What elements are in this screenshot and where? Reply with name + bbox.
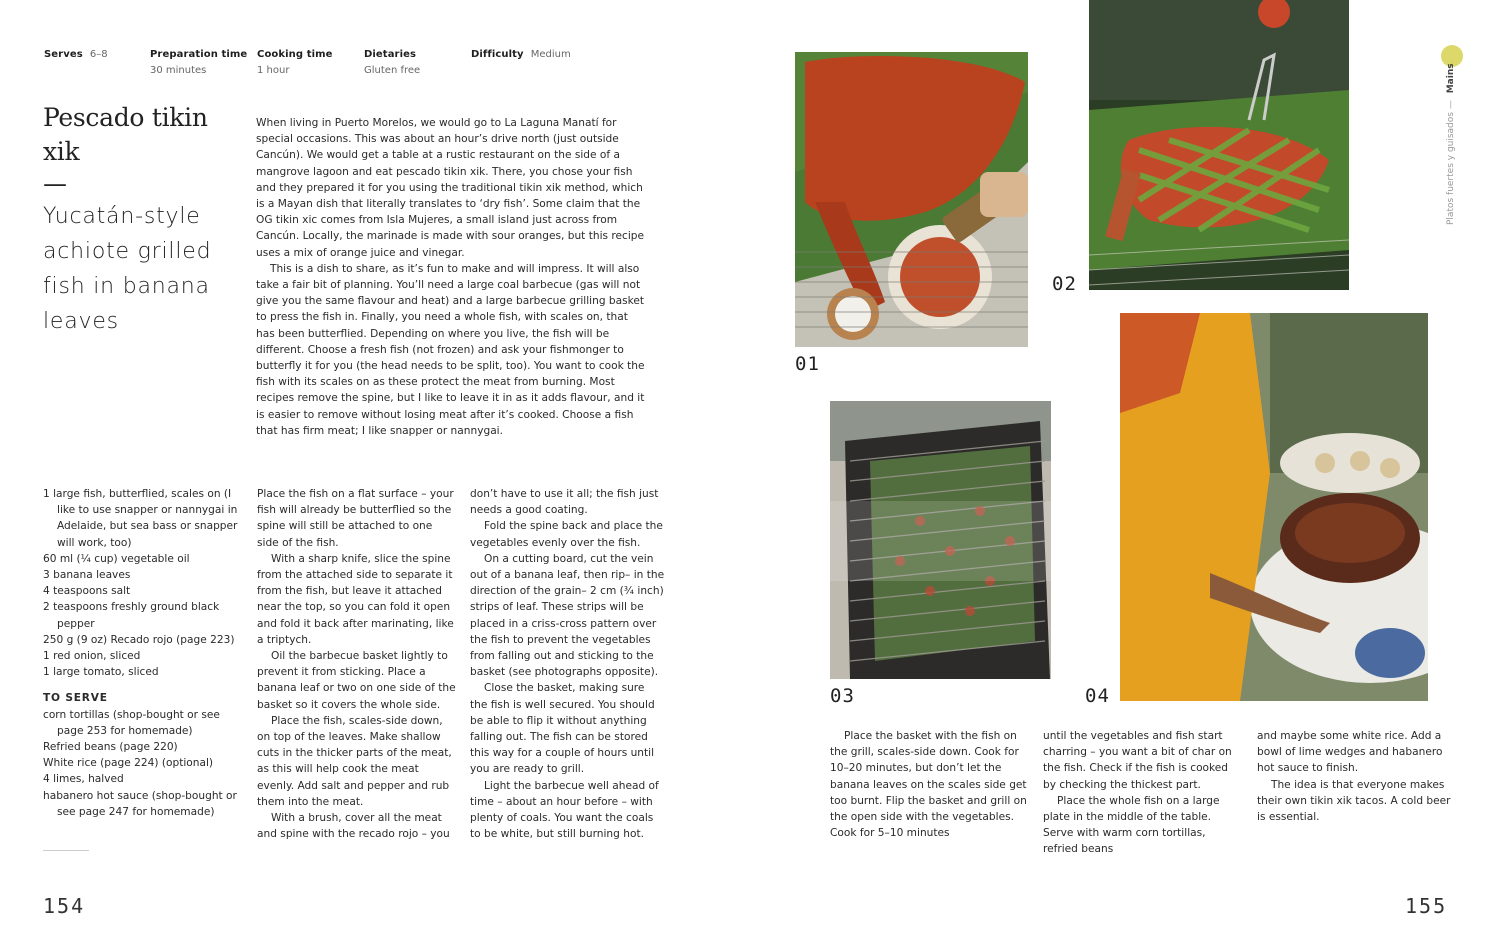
divider (43, 850, 89, 851)
photo-number-04: 04 (1085, 685, 1110, 707)
method-paragraph: The idea is that everyone makes their own tikin xik tacos. A cold beer is essential. (1257, 778, 1451, 824)
photo-01-image (795, 52, 1028, 347)
to-serve-heading: TO SERVE (43, 692, 108, 705)
method-paragraph: On a cutting board, cut the vein out of a banana leaf, then rip– in the direction of the grain– 2 cm (¾ inch) strips of leaf. These strips will be placed in a criss-cross pattern over the fish to prevent the vegetables from falling out and sticking to the basket (see photographs opposite). (470, 552, 665, 679)
method-paragraph: Oil the barbecue basket lightly to prevent it from sticking. Place a banana leaf or two on one side of the basket so it covers the whole side. (257, 650, 456, 711)
recipe-title (43, 101, 243, 339)
photo-04 (1120, 313, 1428, 701)
title-sub-line-1: Yucatán-style (43, 204, 201, 229)
photo-02-image (1089, 0, 1349, 290)
method-paragraph: Close the basket, making sure the fish is well secured. You should be able to flip it without anything falling out. The fish can be stored this way for a couple of hours until you are ready to grill. (470, 682, 655, 776)
prep-value: 30 minutes (150, 65, 207, 76)
ingredient-item: 1 large tomato, sliced (43, 666, 159, 679)
photo-number-02: 02 (1052, 273, 1077, 295)
diet-value: Gluten free (364, 65, 421, 76)
cook-value: 1 hour (257, 65, 290, 76)
meta-diet (364, 42, 420, 76)
section-name: Platos fuertes y guisados — (1446, 100, 1456, 225)
serves-value: 6–8 (89, 49, 108, 60)
method-column-5 (1257, 728, 1457, 825)
page-number-left: 154 (43, 894, 86, 918)
serve-item: habanero hot sauce (shop-bought or see page 247 for homemade) (43, 789, 237, 818)
photo-03 (830, 401, 1051, 679)
method-paragraph: and maybe some white rice. Add a bowl of lime wedges and habanero hot sauce to finish. (1257, 730, 1443, 775)
method-paragraph: With a sharp knife, slice the spine from the attached side to separate it from the fish, but leave it attached near the top, so you can fold it open and fold it back after marinating, like a triptych. (257, 552, 454, 646)
method-paragraph: Fold the spine back and place the vegetables evenly over the fish. (470, 520, 663, 549)
meta-prep (150, 42, 247, 76)
ingredient-item: 3 banana leaves (43, 569, 131, 582)
photo-01 (795, 52, 1028, 347)
title-sub-line-4: leaves (43, 309, 119, 334)
diet-label: Dietaries (364, 49, 417, 60)
method-paragraph: Place the fish on a flat surface – your fish will already be butterflied so the spine will still be attached to one side of the fish. (257, 488, 454, 549)
serve-item: 4 limes, halved (43, 773, 124, 786)
intro-paragraph: This is a dish to share, as it’s fun to make and will impress. It will also take a fair bit of planning. You’ll need a large coal barbecue (gas will not give you the same flavour and heat) and a large barbecue grilling basket to press the fish in. Finally, you need a whole fish, with scales on, that has been butterflied. Depending on where you live, the fish will be different. Choose a fresh fish (not frozen) and ask your fishmonger to butterfly it for you (the head needs to be split, too). You want to cook the fish with its scales on as these protect the meat from burning. Most recipes remove the spine, but I like to leave it in as it adds flavour, and it is easier to remove without losing meat after it’s cooked. Choose a fish that has firm meat; I like snapper or nannygai. (256, 262, 645, 437)
section-tab: Mains (1446, 63, 1456, 94)
serve-item: White rice (page 224) (optional) (43, 757, 214, 770)
method-column-2 (470, 486, 665, 842)
method-paragraph: Place the fish, scales-side down, on top of the leaves. Make shallow cuts in the thicker parts of the meat, as this will help cook the meat evenly. Add salt and pepper and rub them into the meat. (257, 714, 452, 808)
method-column-3 (830, 728, 1030, 841)
intro-paragraph: When living in Puerto Morelos, we would go to La Laguna Manatí for special occasions. This was about an hour’s drive north (just outside Cancún). We would get a table at a rustic restaurant on the side of a mangrove lagoon and eat pescado tikin xik. There, you chose your fish and they prepared it for you using the traditional tikin xik method, which is a Mayan dish that literally translates to ‘dry fish’. Some claim that the OG tikin xic comes from Isla Mujeres, a small island just across from Cancún. Locally, the marinade is made with sour oranges, but this recipe uses a mix of orange juice and vinegar. (256, 117, 645, 259)
method-paragraph: until the vegetables and fish start charring – you want a bit of char on the fish. Check if the fish is cooked by checking the thickest part. (1043, 730, 1232, 791)
title-sub-line-2: achiote grilled (43, 239, 212, 264)
page-number-right: 155 (1405, 894, 1448, 918)
method-paragraph: Place the basket with the fish on the grill, scales-side down. Cook for 10–20 minutes, but don’t let the banana leaves on the scales side get too burnt. Flip the basket and grill on the open side with the vegetables. Cook for 5–10 minutes (830, 730, 1027, 840)
serve-item: corn tortillas (shop-bought or see page 253 for homemade) (43, 708, 220, 737)
method-column-4 (1043, 728, 1243, 858)
photo-02 (1089, 0, 1349, 290)
title-dash: — (43, 170, 67, 198)
title-sub-line-3: fish in banana (43, 274, 210, 299)
difficulty-value: Medium (530, 49, 571, 60)
section-label (1446, 63, 1456, 225)
photo-number-03: 03 (830, 685, 855, 707)
serves-label: Serves (44, 49, 83, 60)
method-paragraph: Light the barbecue well ahead of time – about an hour before – with plenty of coals. You want the coals to be white, but still burning hot. (470, 779, 659, 841)
meta-serves (44, 42, 108, 61)
ingredient-item: 4 teaspoons salt (43, 585, 131, 598)
ingredient-item: 250 g (9 oz) Recado rojo (page 223) (43, 633, 235, 646)
ingredients-list (43, 486, 243, 820)
method-column-1 (257, 486, 457, 842)
ingredient-item: 60 ml (¼ cup) vegetable oil (43, 552, 190, 565)
cook-label: Cooking time (257, 49, 333, 60)
method-paragraph: With a brush, cover all the meat and spine with the recado rojo – you (257, 812, 450, 841)
ingredient-item: 1 red onion, sliced (43, 650, 141, 663)
serve-item: Refried beans (page 220) (43, 741, 178, 754)
title-main: Pescado tikin xik (43, 103, 208, 166)
ingredient-item: 1 large fish, butterflied, scales on (I like to use snapper or nannygai in Adelaide, but sea bass or snapper will work, too) (43, 488, 238, 549)
photo-03-image (830, 401, 1051, 679)
ingredient-item: 2 teaspoons freshly ground black pepper (43, 601, 220, 630)
method-paragraph: don’t have to use it all; the fish just needs a good coating. (470, 488, 659, 517)
photo-number-01: 01 (795, 353, 820, 375)
intro-text (256, 115, 646, 439)
method-paragraph: Place the whole fish on a large plate in the middle of the table. Serve with warm corn tortillas, refried beans (1043, 794, 1220, 856)
difficulty-label: Difficulty (471, 49, 524, 60)
meta-cook (257, 42, 333, 76)
prep-label: Preparation time (150, 49, 248, 60)
photo-04-image (1120, 313, 1428, 701)
meta-difficulty (471, 42, 571, 61)
